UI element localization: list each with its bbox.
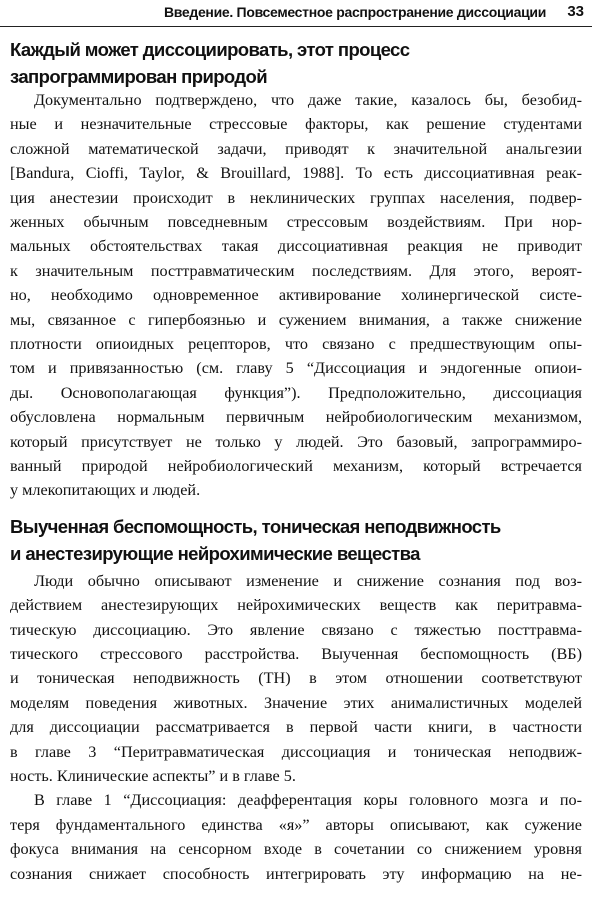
text-line: тического стрессового расстройства. Выученная беспомощность (ВБ) — [10, 645, 582, 663]
text-line: Документально подтверждено, что даже такие, казалось бы, безобид- — [34, 91, 582, 109]
text-line: фокуса внимания на сенсорном входе в сочетании со снижением уровня — [10, 840, 582, 859]
text-line: тическую диссоциацию. Это явление связано с тяжестью посттравма- — [10, 620, 582, 639]
text-line: ванный природой нейробиологический механизм, который встречается — [10, 457, 582, 475]
text-line: моделям поведения животных. Значение этих анималистичных моделей — [10, 693, 582, 712]
text-line: к значительным посттравматическим последствиям. Для этого, вероят- — [10, 261, 582, 280]
text-line: но, необходимо одновременное активирование холинергической систе- — [10, 286, 582, 305]
text-line: ные и незначительные стрессовые факторы, как решение студентами — [10, 115, 582, 134]
text-line: который присутствует не только у людей. Это базовый, запрограммиро- — [10, 432, 582, 451]
text-line: В главе 1 “Диссоциация: деафферентация коры головного мозга и по- — [34, 791, 582, 810]
text-line: том и привязанностью (см. главу 5 “Диссоциация и эндогенные опиои- — [10, 359, 582, 378]
heading-line: и анестезирующие нейрохимические вещества — [10, 542, 420, 564]
heading-line: Каждый может диссоциировать, этот процесс — [10, 39, 410, 60]
text-line: женных обычным повседневным стрессовым воздействиям. При нор- — [10, 213, 582, 231]
text-line: ция анестезии происходит в неклинических группах населения, подвер- — [10, 188, 582, 207]
text-line: [Bandura, Cioffi, Taylor, & Brouillard, 1988]. То есть диссоциативная реак- — [10, 164, 582, 183]
page-number: 33 — [567, 3, 584, 20]
text-line: сознания снижает способность интегрировать эту информацию на не- — [10, 864, 582, 883]
section-heading-2 — [10, 513, 582, 567]
section-heading-1 — [10, 36, 582, 90]
text-line: ность. Клинические аспекты” и в главе 5. — [10, 767, 296, 785]
text-line: обусловлена нормальным первичным нейробиологическим механизмом, — [10, 408, 582, 427]
running-header — [0, 0, 592, 27]
text-line: действием анестезирующих нейрохимических веществ как перитравма- — [10, 596, 582, 615]
heading-line: запрограммирован природой — [10, 66, 268, 87]
text-line: мальных обстоятельствах такая диссоциативная реакция не приводит — [10, 237, 582, 256]
text-line: у млекопитающих и людей. — [10, 481, 201, 500]
heading-line: Выученная беспомощность, тоническая неподвижность — [10, 515, 501, 537]
text-line: плотности опиоидных рецепторов, что связано с предшествующим опы- — [10, 335, 582, 353]
text-line: мы, связанное с гипербоязнью и сужением внимания, а также снижение — [10, 310, 582, 329]
text-line: в главе 3 “Перитравматическая диссоциация и тоническая неподвиж- — [10, 742, 582, 761]
text-line: сложной математической задачи, приводят к значительной анальгезии — [10, 139, 582, 158]
text-line: для диссоциации рассматривается в первой части книги, в частности — [10, 718, 582, 737]
text-line: Люди обычно описывают изменение и снижение сознания под воз- — [34, 571, 582, 590]
running-head-title: Введение. Повсеместное распространение диссоциации — [163, 4, 546, 20]
text-line: ды. Основополагающая функция”). Предположительно, диссоциация — [10, 383, 582, 402]
text-line: теря фундаментального единства «я»” авторы описывают, как сужение — [10, 815, 582, 834]
text-line: и тоническая неподвижность (ТН) в этом отношении соответствуют — [10, 669, 582, 688]
